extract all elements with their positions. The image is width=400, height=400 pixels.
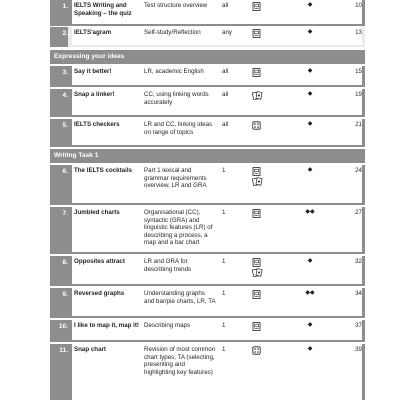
page-number: 21 xyxy=(355,121,362,128)
activity-title: Say it better! xyxy=(74,68,112,75)
page-number: 34 xyxy=(355,290,362,297)
page-number: 19 xyxy=(355,91,362,98)
table-row xyxy=(50,207,365,254)
page-number: 32 xyxy=(355,258,362,265)
cards-icon xyxy=(252,177,272,186)
difficulty-rating: ◆◆ xyxy=(305,209,315,215)
cards-icon xyxy=(252,91,272,100)
activity-icons xyxy=(252,91,272,101)
difficulty-rating: ◆◆ xyxy=(305,290,315,296)
table-row xyxy=(50,165,365,205)
activity-level: 1 xyxy=(222,167,226,174)
activity-title: Opposites attract xyxy=(74,258,125,265)
worksheet-icon xyxy=(252,68,272,77)
activity-title: Snap a linker! xyxy=(74,91,115,98)
activity-description: Describing maps xyxy=(144,322,191,329)
difficulty-rating: ◆ xyxy=(307,167,313,173)
difficulty-rating: ◆ xyxy=(307,29,313,35)
activity-description: Organisational (CC), syntactic (GRA) and linguistic features (LR) of describing a process, a map and a bar chart xyxy=(144,209,213,247)
table-row xyxy=(50,119,365,147)
activity-description: LR and CC, linking ideas on range of topics xyxy=(144,121,213,136)
activity-number: 1. xyxy=(62,3,68,10)
activity-number: 10. xyxy=(58,323,68,330)
activity-title: I like to map it, map it! xyxy=(74,322,139,329)
table-row xyxy=(50,0,365,26)
difficulty-rating: ◆ xyxy=(307,322,313,328)
activity-icons xyxy=(252,121,272,131)
difficulty-rating: ◆ xyxy=(307,346,313,352)
activity-icons xyxy=(252,29,272,39)
activity-icons xyxy=(252,2,272,12)
activity-icons xyxy=(252,167,272,187)
dice-icon xyxy=(252,121,272,130)
activity-icons xyxy=(252,290,272,300)
worksheet-icon xyxy=(252,290,272,299)
worksheet-icon xyxy=(252,29,272,38)
page-number: 24 xyxy=(355,167,362,174)
activity-icons xyxy=(252,346,272,356)
activity-title: IELTS Writing and Speaking – the quiz xyxy=(74,2,132,17)
page-number: 10 xyxy=(355,2,362,9)
activity-title: Snap chart xyxy=(74,346,106,353)
table-row xyxy=(50,89,365,117)
cards-icon xyxy=(252,268,272,277)
activity-level: any xyxy=(222,29,232,36)
activity-title: The IELTS cocktails xyxy=(74,167,132,174)
activity-number: 8. xyxy=(62,259,68,266)
difficulty-rating: ◆ xyxy=(307,2,313,8)
table-row xyxy=(50,344,365,400)
activity-title: Jumbled charts xyxy=(74,209,120,216)
activity-description: Part 1 lexical and grammar requirements overview, LR and GRA xyxy=(144,167,207,190)
worksheet-icon xyxy=(252,167,272,176)
activity-level: 1 xyxy=(222,322,226,329)
activity-level: 1 xyxy=(222,290,226,297)
page-number: 37 xyxy=(355,322,362,329)
activity-icons xyxy=(252,68,272,78)
activity-title: IELTS'agram xyxy=(74,29,112,36)
activity-icons xyxy=(252,322,272,332)
activity-level: all xyxy=(222,68,229,75)
activity-number: 9. xyxy=(62,291,68,298)
activity-title: IELTS checkers xyxy=(74,121,120,128)
activity-level: all xyxy=(222,91,229,98)
activity-description: Test structure overview xyxy=(144,2,208,9)
activity-number: 2. xyxy=(50,27,68,47)
activity-number: 4. xyxy=(62,92,68,99)
page-number: 13 xyxy=(355,29,362,36)
table-row xyxy=(50,256,365,286)
table-row xyxy=(50,27,365,47)
worksheet-icon xyxy=(252,2,272,11)
activity-description: Self-study/Reflection xyxy=(144,29,201,36)
activity-number: 11. xyxy=(59,347,68,354)
worksheet-icon xyxy=(252,322,272,331)
activity-description: LR and GRA for describing trends xyxy=(144,258,192,273)
activity-icons xyxy=(252,209,272,219)
activity-title: Reversed graphs xyxy=(74,290,125,297)
page-number: 15 xyxy=(355,68,362,75)
difficulty-rating: ◆ xyxy=(307,258,313,264)
worksheet-icon xyxy=(252,258,272,267)
activity-level: all xyxy=(222,2,229,9)
worksheet-icon xyxy=(252,209,272,218)
activity-description: Revision of most common chart types, TA (selecting, presenting and highlighting key features) xyxy=(144,346,216,376)
activity-level: 1 xyxy=(222,346,226,353)
dice-icon xyxy=(252,346,272,355)
section-header: Expressing your ideas xyxy=(50,50,365,64)
activity-description: CC, using linking words accurately xyxy=(144,91,209,106)
activity-number: 5. xyxy=(62,122,68,129)
difficulty-rating: ◆ xyxy=(307,91,313,97)
table-row xyxy=(50,288,365,318)
activity-level: all xyxy=(222,121,229,128)
activity-number: 6. xyxy=(62,168,68,175)
activity-description: Understanding graphs and bar/pie charts, LR, TA xyxy=(144,290,216,305)
activity-table xyxy=(50,0,365,400)
page-number: 39 xyxy=(355,346,362,353)
section-header: Writing Task 1 xyxy=(50,149,365,163)
table-row xyxy=(50,320,365,342)
table-row xyxy=(50,66,365,87)
activity-icons xyxy=(252,258,272,278)
activity-number: 7. xyxy=(62,210,68,217)
activity-description: LR, academic English xyxy=(144,68,204,75)
difficulty-rating: ◆ xyxy=(307,68,313,74)
activity-number: 3. xyxy=(62,69,68,76)
difficulty-rating: ◆ xyxy=(307,121,313,127)
activity-level: 1 xyxy=(222,258,226,265)
activity-level: 1 xyxy=(222,209,226,216)
page-number: 27 xyxy=(355,209,362,216)
